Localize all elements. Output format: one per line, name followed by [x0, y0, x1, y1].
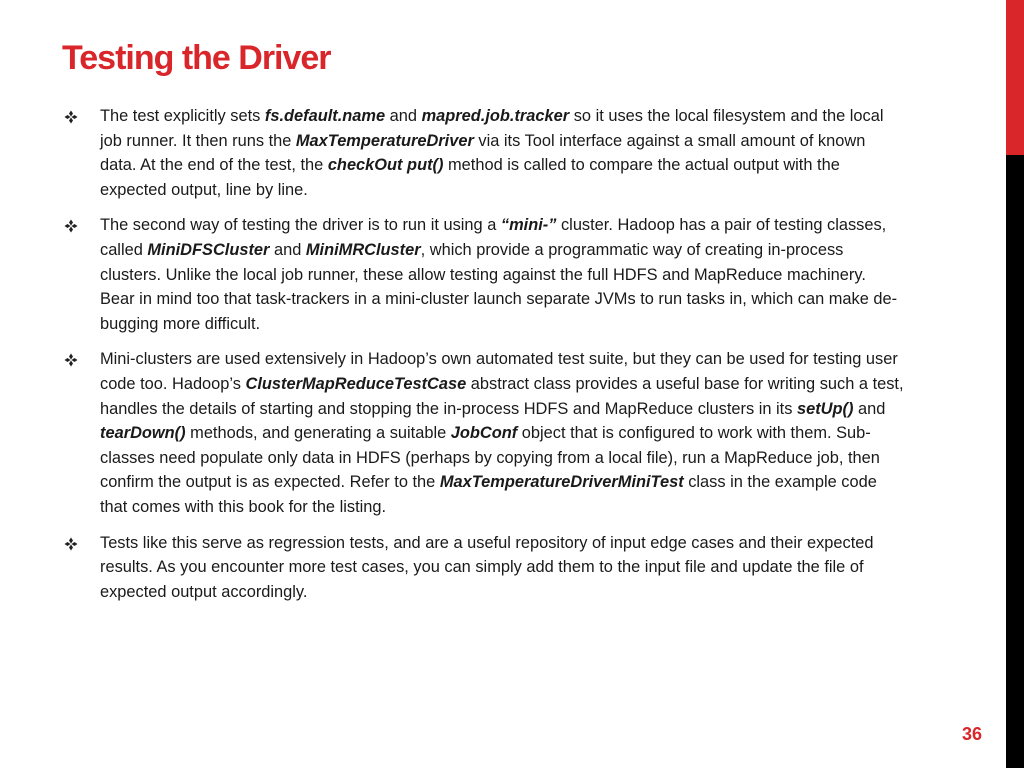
- bullet-text: [100, 347, 904, 519]
- code-term: tearDown(): [100, 424, 186, 443]
- bullet-item: [64, 347, 904, 519]
- bullet-item: [64, 104, 904, 202]
- text-segment: so it uses the local filesystem and the local job runner. It then runs the: [100, 107, 884, 150]
- text-segment: and: [385, 107, 422, 125]
- bullet-item: [64, 531, 904, 605]
- accent-bar-black: [1006, 155, 1024, 768]
- slide-title: Testing the Driver: [62, 39, 331, 77]
- text-segment: and: [853, 399, 886, 418]
- four-diamond-bullet-icon: [64, 219, 78, 233]
- text-segment: The second way of testing the driver is to run it using a: [100, 216, 501, 235]
- code-term: JobConf: [450, 424, 518, 443]
- text-segment: class in the example code that comes with this book for the listing.: [100, 473, 877, 516]
- text-segment: Tests like this serve as regression tests, and are a useful repository of input edge cases and their expected results. As you encounter more test cases, you can simply add them to the input file and update the file of expected output accordingly.: [100, 533, 874, 601]
- code-term: mapred.job.tracker: [421, 107, 570, 125]
- bullet-item: [64, 213, 904, 336]
- four-diamond-bullet-icon: [64, 537, 78, 551]
- code-term: MaxTemperatureDriver: [295, 131, 474, 150]
- text-segment: abstract class provides a useful base for writing such a test, handles the details of starting and stopping the in-process HDFS and MapReduce clusters in its: [100, 374, 904, 418]
- page-number: 36: [962, 724, 983, 744]
- text-segment: and: [269, 240, 306, 259]
- text-segment: The test explicitly sets: [100, 107, 265, 125]
- text-segment: method is called to compare the actual output with the expected output, line by line.: [100, 156, 840, 199]
- text-segment: , which provide a programmatic way of creating in-process clusters. Unlike the local job runner, these allow testing against the full HDFS and MapReduce machinery. Bear in mind too that task-trackers in a mini-cluster launch separate JVMs to run tasks in, which can make de-bugging more difficult.: [100, 240, 898, 333]
- four-diamond-bullet-icon: [64, 110, 78, 124]
- accent-bar-red: [1006, 0, 1024, 155]
- bullet-text: [100, 104, 904, 202]
- code-term: fs.default.name: [264, 107, 386, 125]
- text-segment: cluster. Hadoop has a pair of testing classes, called: [100, 216, 887, 259]
- four-diamond-bullet-icon: [64, 353, 78, 367]
- bullet-text: [100, 531, 904, 605]
- text-segment: Mini-clusters are used extensively in Hadoop’s own automated test suite, but they can be used for testing user code too. Hadoop’s: [100, 350, 898, 393]
- code-term: ClusterMapReduceTestCase: [245, 374, 467, 393]
- code-term: MaxTemperatureDriverMiniTest: [439, 473, 684, 492]
- text-segment: object that is configured to work with them. Sub-classes need populate only data in HDFS (perhaps by copying from a local file), run a MapReduce job, then confirm the output is as expected. Refer to the: [100, 424, 880, 492]
- text-segment: via its Tool interface against a small amount of known data. At the end of the test, the: [100, 131, 866, 175]
- code-term: setUp(): [796, 399, 854, 418]
- bullet-list: [64, 104, 904, 615]
- code-term: MiniMRCluster: [305, 240, 421, 259]
- code-term: checkOut put(): [327, 156, 444, 175]
- text-segment: methods, and generating a suitable: [185, 424, 451, 443]
- bullet-text: [100, 213, 904, 336]
- code-term: MiniDFSCluster: [147, 240, 270, 259]
- code-term: “mini-”: [500, 216, 557, 235]
